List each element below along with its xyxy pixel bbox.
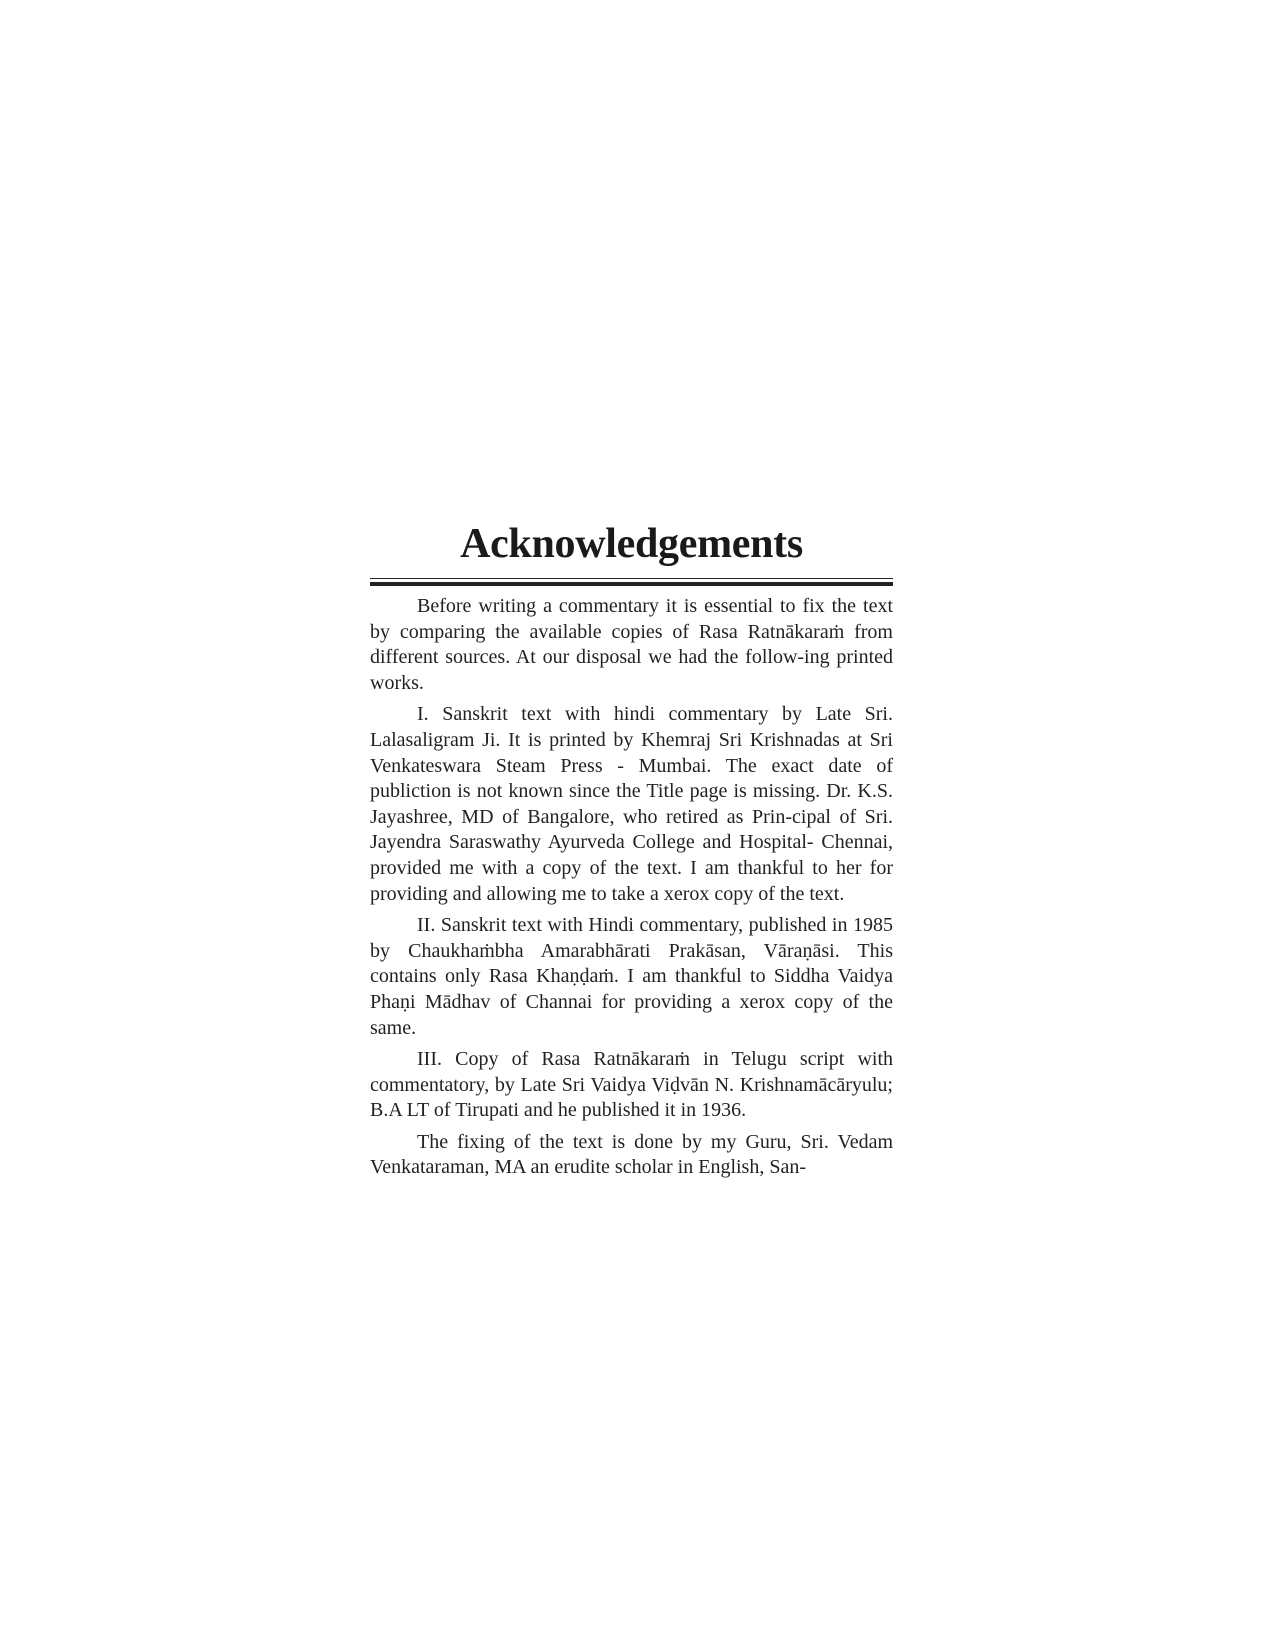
rule-thin-line bbox=[370, 578, 893, 579]
page-title: Acknowledgements bbox=[460, 521, 803, 567]
title-double-rule bbox=[370, 578, 893, 588]
rule-thick-line bbox=[370, 582, 893, 586]
paragraph-source-two: II. Sanskrit text with Hindi commentary, published in 1985 by Chaukhaṁbha Amarabhārati Prakāsan, Vāraṇāsi. This contains only Rasa Khaṇḍaṁ. I am thankful to Siddha Vaidya Phaṇi Mādhav of Channai for providing a xerox copy of the same. bbox=[370, 914, 893, 1039]
paragraph-source-three: III. Copy of Rasa Ratnākaraṁ in Telugu script with commentatory, by Late Sri Vaidya Viḍvān N. Krishnamācāryulu; B.A LT of Tirupati and he published it in 1936. bbox=[370, 1048, 893, 1122]
paragraph-source-one: I. Sanskrit text with hindi commentary by Late Sri. Lalasaligram Ji. It is printed by Khemraj Sri Krishnadas at Sri Venkateswara Steam Press - Mumbai. The exact date of publiction is not known since the Title page is missing. Dr. K.S. Jayashree, MD of Bangalore, who retired as Prin-cipal of Sri. Jayendra Saraswathy Ayurveda College and Hospital- Chennai, provided me with a copy of the text. I am thankful to her for providing and allowing me to take a xerox copy of the text. bbox=[370, 703, 893, 905]
paragraph-intro: Before writing a commentary it is essential to fix the text by comparing the available copies of Rasa Ratnākaraṁ from different sources. At our disposal we had the follow-ing printed works. bbox=[370, 595, 893, 694]
paragraph-text-fixing: The fixing of the text is done by my Guru, Sri. Vedam Venkataraman, MA an erudite scholar in English, San- bbox=[370, 1130, 893, 1179]
acknowledgements-section bbox=[370, 520, 893, 1181]
